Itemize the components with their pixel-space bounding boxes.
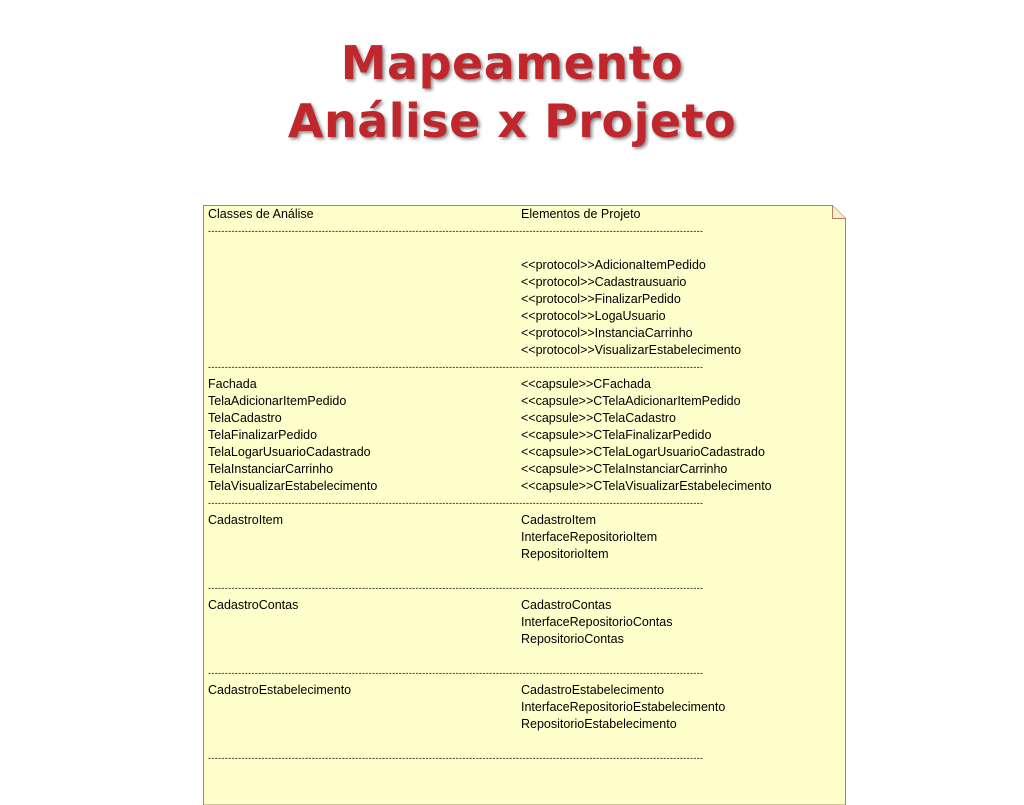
blank-line (208, 563, 838, 580)
separator-line: ---------------------------------------------------------------------------------------------------------------------------------------------------- (208, 668, 704, 678)
protocol-row (208, 291, 838, 308)
capsule-row (208, 444, 838, 461)
design-element: InterfaceRepositorioEstabelecimento (521, 700, 726, 714)
capsule-row (208, 410, 838, 427)
separator-line: ---------------------------------------------------------------------------------------------------------------------------------------------------- (208, 583, 704, 593)
analysis-class: TelaCadastro (208, 411, 282, 425)
capsule-row (208, 427, 838, 444)
header-row (208, 206, 838, 223)
protocol-row (208, 257, 838, 274)
capsule-row (208, 478, 838, 495)
design-element: RepositorioEstabelecimento (521, 717, 677, 731)
protocol-name: <<protocol>>VisualizarEstabelecimento (521, 343, 742, 357)
design-element: <<capsule>>CTelaFinalizarPedido (521, 428, 712, 442)
group-row (208, 512, 838, 529)
protocol-row (208, 274, 838, 291)
group-row (208, 716, 838, 733)
capsule-row (208, 461, 838, 478)
design-element: <<capsule>>CTelaInstanciarCarrinho (521, 462, 728, 476)
blank-line (208, 733, 838, 750)
capsule-row (208, 393, 838, 410)
separator-line: ---------------------------------------------------------------------------------------------------------------------------------------------------- (208, 362, 704, 372)
protocol-row (208, 308, 838, 325)
header-design: Elementos de Projeto (521, 207, 641, 221)
title-line-2: Análise x Projeto (287, 94, 737, 148)
analysis-class: CadastroEstabelecimento (208, 683, 352, 697)
separator-line: ---------------------------------------------------------------------------------------------------------------------------------------------------- (208, 226, 704, 236)
analysis-class: TelaLogarUsuarioCadastrado (208, 445, 371, 459)
design-element: CadastroEstabelecimento (521, 683, 665, 697)
group-row (208, 529, 838, 546)
design-element: RepositorioItem (521, 547, 609, 561)
protocol-name: <<protocol>>Cadastrausuario (521, 275, 687, 289)
uml-note (203, 205, 846, 805)
protocol-row (208, 325, 838, 342)
analysis-class: Fachada (208, 377, 257, 391)
group-row (208, 614, 838, 631)
design-element: <<capsule>>CTelaLogarUsuarioCadastrado (521, 445, 765, 459)
protocol-name: <<protocol>>FinalizarPedido (521, 292, 681, 306)
capsule-row (208, 376, 838, 393)
design-element: <<capsule>>CFachada (521, 377, 651, 391)
analysis-class: CadastroItem (208, 513, 284, 527)
group-row (208, 682, 838, 699)
analysis-class: TelaInstanciarCarrinho (208, 462, 334, 476)
separator-line: ---------------------------------------------------------------------------------------------------------------------------------------------------- (208, 753, 704, 763)
design-element: RepositorioContas (521, 632, 624, 646)
protocol-row (208, 342, 838, 359)
blank-line (208, 240, 838, 257)
header-analysis: Classes de Análise (208, 207, 314, 221)
design-element: <<capsule>>CTelaCadastro (521, 411, 676, 425)
analysis-class: TelaFinalizarPedido (208, 428, 318, 442)
slide-title (0, 34, 1024, 150)
group-row (208, 597, 838, 614)
protocol-name: <<protocol>>InstanciaCarrinho (521, 326, 693, 340)
title-line-1: Mapeamento (340, 36, 684, 90)
group-row (208, 631, 838, 648)
design-element: CadastroItem (521, 513, 597, 527)
design-element: CadastroContas (521, 598, 612, 612)
design-element: <<capsule>>CTelaVisualizarEstabelecimento (521, 479, 772, 493)
blank-line (208, 648, 838, 665)
analysis-class: CadastroContas (208, 598, 299, 612)
design-element: InterfaceRepositorioContas (521, 615, 673, 629)
group-row (208, 546, 838, 563)
note-content (208, 206, 838, 767)
design-element: <<capsule>>CTelaAdicionarItemPedido (521, 394, 741, 408)
design-element: InterfaceRepositorioItem (521, 530, 658, 544)
analysis-class: TelaAdicionarItemPedido (208, 394, 347, 408)
protocol-name: <<protocol>>LogaUsuario (521, 309, 666, 323)
separator-line: ---------------------------------------------------------------------------------------------------------------------------------------------------- (208, 498, 704, 508)
analysis-class: TelaVisualizarEstabelecimento (208, 479, 378, 493)
protocol-name: <<protocol>>AdicionaItemPedido (521, 258, 706, 272)
group-row (208, 699, 838, 716)
